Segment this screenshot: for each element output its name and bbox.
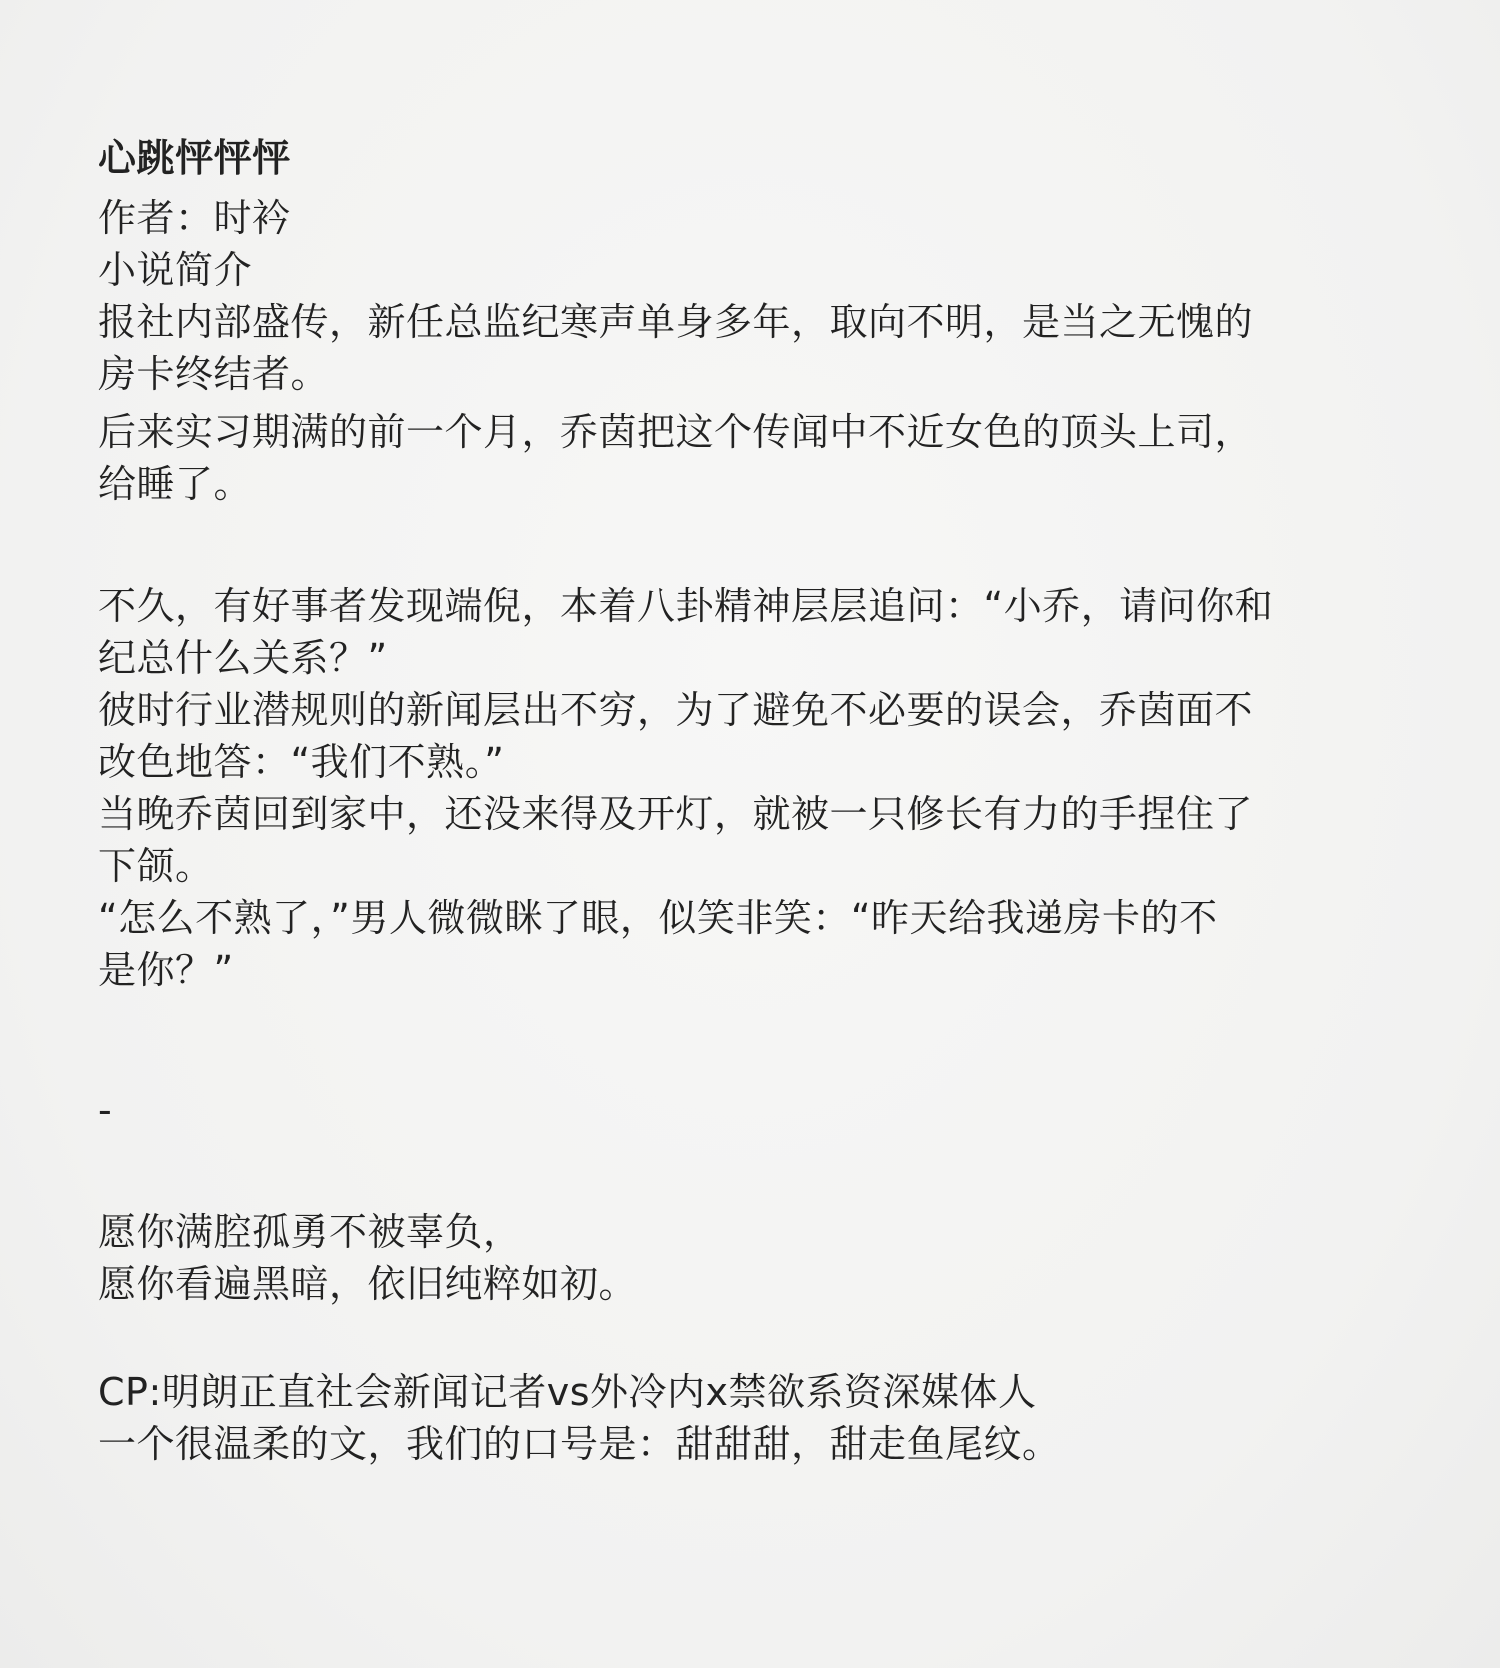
paragraph-line: 是你？” xyxy=(98,948,234,992)
paragraph-line: 当晚乔茵回到家中，还没来得及开灯，就被一只修长有力的手捏住了 xyxy=(98,792,1254,836)
paragraph-3 xyxy=(98,580,1418,684)
separator-dash: - xyxy=(98,1088,113,1132)
slogan-line: 一个很温柔的文，我们的口号是：甜甜甜，甜走鱼尾纹。 xyxy=(98,1422,1061,1466)
paragraph-line: 报社内部盛传，新任总监纪寒声单身多年，取向不明，是当之无愧的 xyxy=(98,300,1254,344)
paragraph-line: 给睡了。 xyxy=(98,462,253,506)
paragraph-line: “怎么不熟了，”男人微微眯了眼，似笑非笑：“昨天给我递房卡的不 xyxy=(98,896,1218,940)
paragraph-line: 房卡终结者。 xyxy=(98,352,330,396)
cp-line: CP:明朗正直社会新闻记者vs外冷内x禁欲系资深媒体人 xyxy=(98,1370,1037,1414)
motto-line-1: 愿你满腔孤勇不被辜负， xyxy=(98,1210,522,1254)
paragraph-2 xyxy=(98,406,1418,510)
paragraph-line: 彼时行业潜规则的新闻层出不穷，为了避免不必要的误会，乔茵面不 xyxy=(98,688,1254,732)
intro-heading: 小说简介 xyxy=(98,248,253,292)
paragraph-line: 不久，有好事者发现端倪，本着八卦精神层层追问：“小乔，请问你和 xyxy=(98,584,1274,628)
novel-title: 心跳怦怦怦 xyxy=(98,136,291,180)
paragraph-4 xyxy=(98,684,1418,788)
motto-line-2: 愿你看遍黑暗，依旧纯粹如初。 xyxy=(98,1262,638,1306)
author-line: 作者：时衿 xyxy=(98,196,291,240)
paragraph-line: 后来实习期满的前一个月，乔茵把这个传闻中不近女色的顶头上司， xyxy=(98,410,1254,454)
paragraph-line: 改色地答：“我们不熟。” xyxy=(98,740,505,784)
paragraph-line: 纪总什么关系？” xyxy=(98,636,388,680)
paragraph-6 xyxy=(98,892,1418,996)
paragraph-line: 下颌。 xyxy=(98,844,214,888)
document-body xyxy=(98,132,1418,1470)
paragraph-5 xyxy=(98,788,1418,892)
paragraph-1 xyxy=(98,296,1418,400)
